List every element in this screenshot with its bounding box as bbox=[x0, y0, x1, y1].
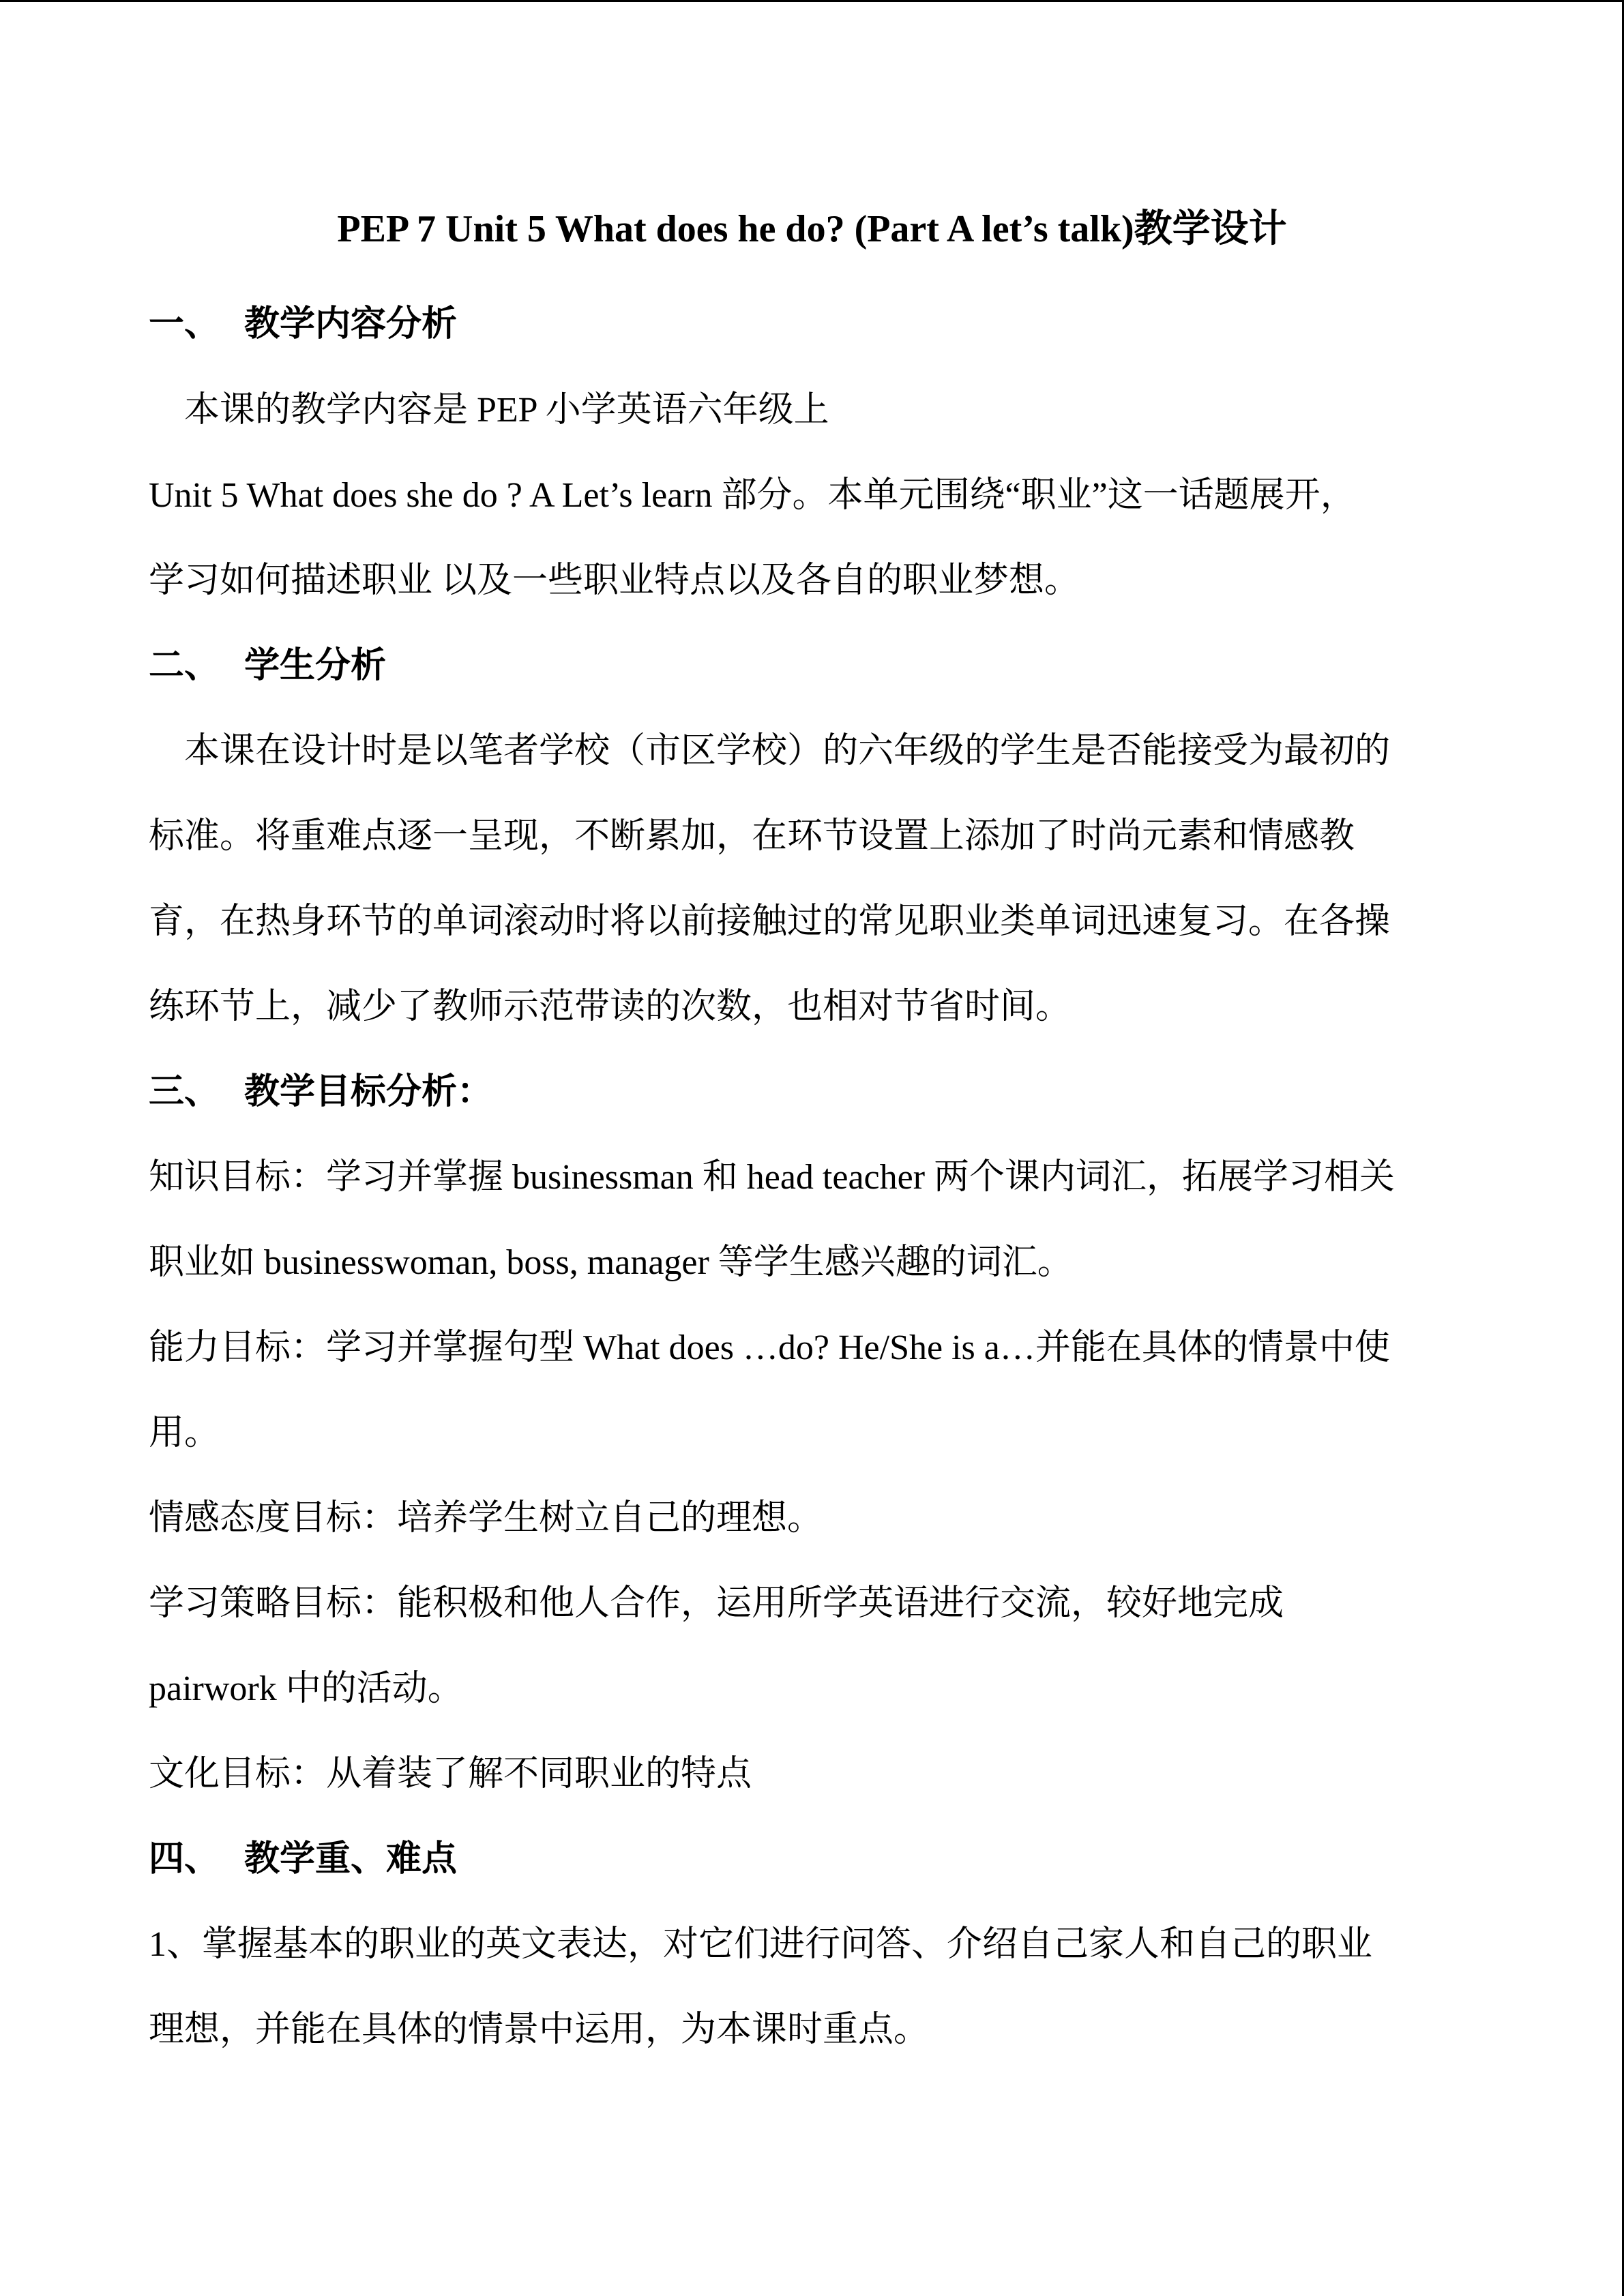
section-title-2: 学生分析 bbox=[244, 646, 387, 685]
paragraph-line: 职业如 businesswoman, boss, manager 等学生感兴趣的词汇。 bbox=[149, 1243, 1073, 1282]
paragraph-line: 学习如何描述职业 以及一些职业特点以及各自的职业梦想。 bbox=[149, 561, 1080, 600]
paragraph-line: 用。 bbox=[149, 1414, 220, 1452]
section-heading-4 bbox=[149, 1838, 457, 1881]
section-title-1: 教学内容分析 bbox=[244, 305, 458, 344]
paragraph-line: 本课在设计时是以笔者学校（市区学校）的六年级的学生是否能接受为最初的 bbox=[184, 732, 1391, 771]
paragraph-line: 学习策略目标：能积极和他人合作，运用所学英语进行交流，较好地完成 bbox=[149, 1584, 1284, 1623]
section-heading-2 bbox=[149, 645, 386, 687]
paragraph-line: 标准。将重难点逐一呈现，不断累加，在环节设置上添加了时尚元素和情感教 bbox=[149, 817, 1355, 856]
paragraph-line: 本课的教学内容是 PEP 小学英语六年级上 bbox=[184, 391, 829, 430]
paragraph-line: 能力目标：学习并掌握句型 What does …do? He/She is a…并能在具体的情景中使 bbox=[149, 1328, 1390, 1367]
paragraph-line: 理想，并能在具体的情景中运用，为本课时重点。 bbox=[149, 2010, 930, 2049]
section-number-4: 四、 bbox=[149, 1840, 220, 1879]
paragraph-line: 1、掌握基本的职业的英文表达，对它们进行问答、介绍自己家人和自己的职业 bbox=[149, 1925, 1373, 1964]
paragraph-line: pairwork 中的活动。 bbox=[149, 1669, 463, 1708]
paragraph-line: Unit 5 What does she do ? A Let’s learn 部分。本单元围绕“职业”这一话题展开， bbox=[149, 476, 1356, 515]
section-heading-1 bbox=[149, 303, 457, 346]
paragraph-line: 练环节上，减少了教师示范带读的次数，也相对节省时间。 bbox=[149, 987, 1072, 1026]
section-heading-3 bbox=[149, 1071, 492, 1114]
section-title-4: 教学重、难点 bbox=[244, 1840, 458, 1879]
section-number-1: 一、 bbox=[149, 305, 220, 344]
paragraph-line: 知识目标：学习并掌握 businessman 和 head teacher 两个课内词汇，拓展学习相关 bbox=[149, 1158, 1396, 1197]
paragraph-line: 情感态度目标：培养学生树立自己的理想。 bbox=[149, 1499, 823, 1538]
section-number-3: 三、 bbox=[149, 1073, 220, 1112]
document-title: PEP 7 Unit 5 What does he do? (Part A let’s talk)教学设计 bbox=[337, 208, 1287, 250]
paragraph-line: 育，在热身环节的单词滚动时将以前接触过的常见职业类单词迅速复习。在各操 bbox=[149, 902, 1391, 941]
section-title-3: 教学目标分析： bbox=[244, 1073, 493, 1112]
paragraph-line: 文化目标：从着装了解不同职业的特点 bbox=[149, 1755, 752, 1793]
section-number-2: 二、 bbox=[149, 646, 220, 685]
